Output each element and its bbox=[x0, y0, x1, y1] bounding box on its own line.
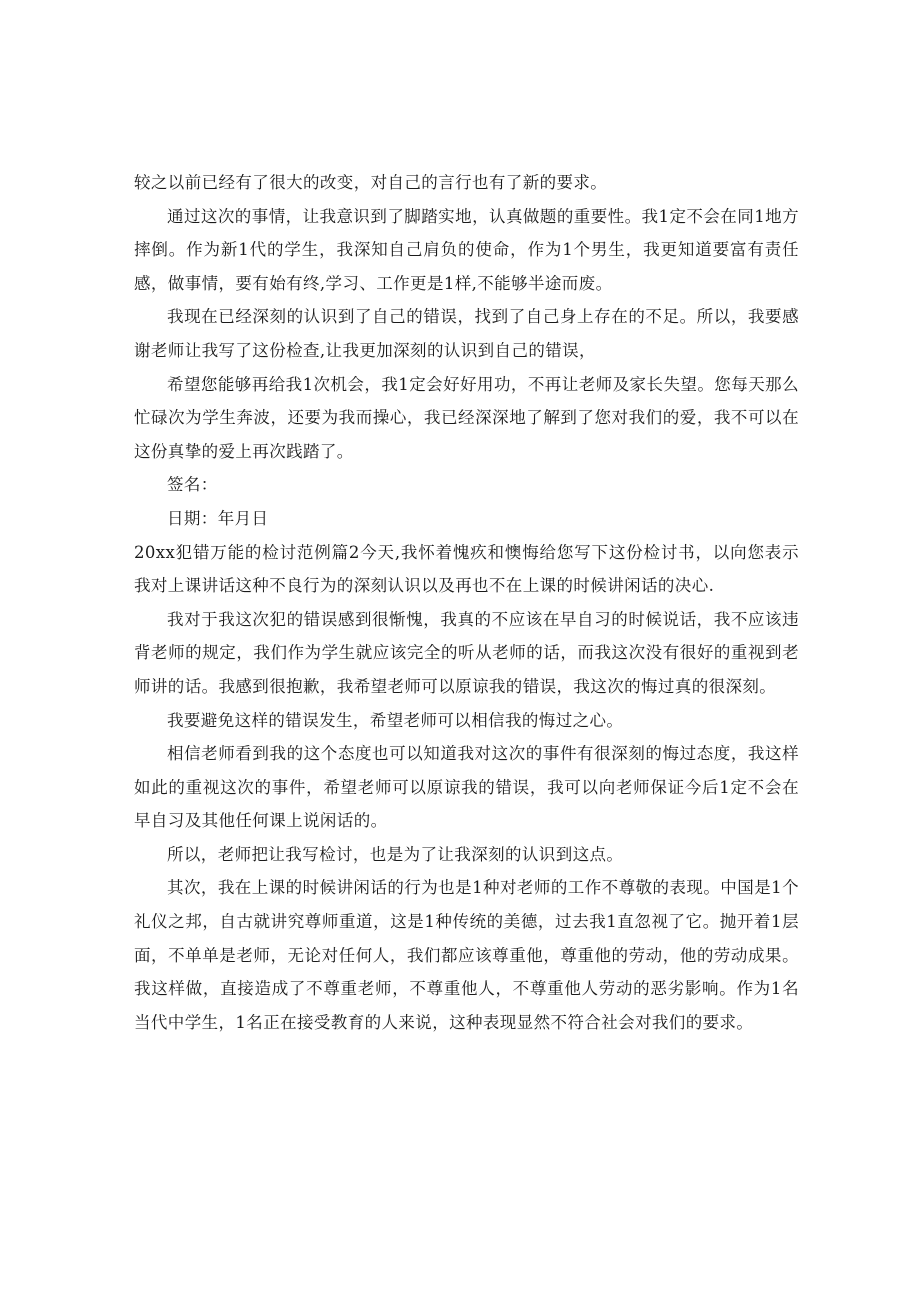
paragraph: 相信老师看到我的这个态度也可以知道我对这次的事件有很深刻的悔过态度，我这样如此的重视这次的事件，希望老师可以原谅我的错误，我可以向老师保证今后1定不会在早自习及其他任何课上说闲话的。 bbox=[134, 744, 799, 831]
date-line: 日期：年月日 bbox=[167, 508, 269, 528]
paragraph: 我现在已经深刻的认识到了自己的错误，找到了自己身上存在的不足。所以，我要感谢老师让我写了这份检查,让我更加深刻的认识到自己的错误， bbox=[134, 307, 799, 360]
paragraph: 其次，我在上课的时候讲闲话的行为也是1种对老师的工作不尊敬的表现。中国是1个礼仪之邦，自古就讲究尊师重道，这是1种传统的美德，过去我1直忽视了它。抛开着1层面，不单单是老师，无论对任何人，我们都应该尊重他，尊重他的劳动，他的劳动成果。我这样做，直接造成了不尊重老师，不尊重他人，不尊重他人劳动的恶劣影响。作为1名当代中学生，1名正在接受教育的人来说，这种表现显然不符合社会对我们的要求。 bbox=[134, 878, 799, 1032]
paragraph: 希望您能够再给我1次机会，我1定会好好用功，不再让老师及家长失望。您每天那么忙碌次为学生奔波，还要为我而操心，我已经深深地了解到了您对我们的爱，我不可以在这份真挚的爱上再次践踏了。 bbox=[134, 374, 799, 461]
document-body bbox=[134, 166, 799, 1039]
section-heading-paragraph: 20xx犯错万能的检讨范例篇2今天,我怀着愧疚和懊悔给您写下这份检讨书，以向您表示我对上课讲话这种不良行为的深刻认识以及再也不在上课的时候讲闲话的决心. bbox=[134, 542, 799, 596]
paragraph: 通过这次的事情，让我意识到了脚踏实地，认真做题的重要性。我1定不会在同1地方摔倒。作为新1代的学生，我深知自己肩负的使命，作为1个男生，我更知道要富有责任感，做事情，要有始有终,学习、工作更是1样,不能够半途而废。 bbox=[134, 206, 799, 293]
paragraph: 较之以前已经有了很大的改变，对自己的言行也有了新的要求。 bbox=[134, 173, 608, 192]
paragraph: 我要避免这样的错误发生，希望老师可以相信我的悔过之心。 bbox=[167, 710, 624, 730]
signature-line: 签名： bbox=[167, 475, 218, 495]
paragraph: 所以，老师把让我写检讨，也是为了让我深刻的认识到这点。 bbox=[167, 844, 624, 864]
paragraph: 我对于我这次犯的错误感到很惭愧，我真的不应该在早自习的时候说话，我不应该违背老师的规定，我们作为学生就应该完全的听从老师的话，而我这次没有很好的重视到老师讲的话。我感到很抱歉，我希望老师可以原谅我的错误，我这次的悔过真的很深刻。 bbox=[134, 609, 799, 696]
